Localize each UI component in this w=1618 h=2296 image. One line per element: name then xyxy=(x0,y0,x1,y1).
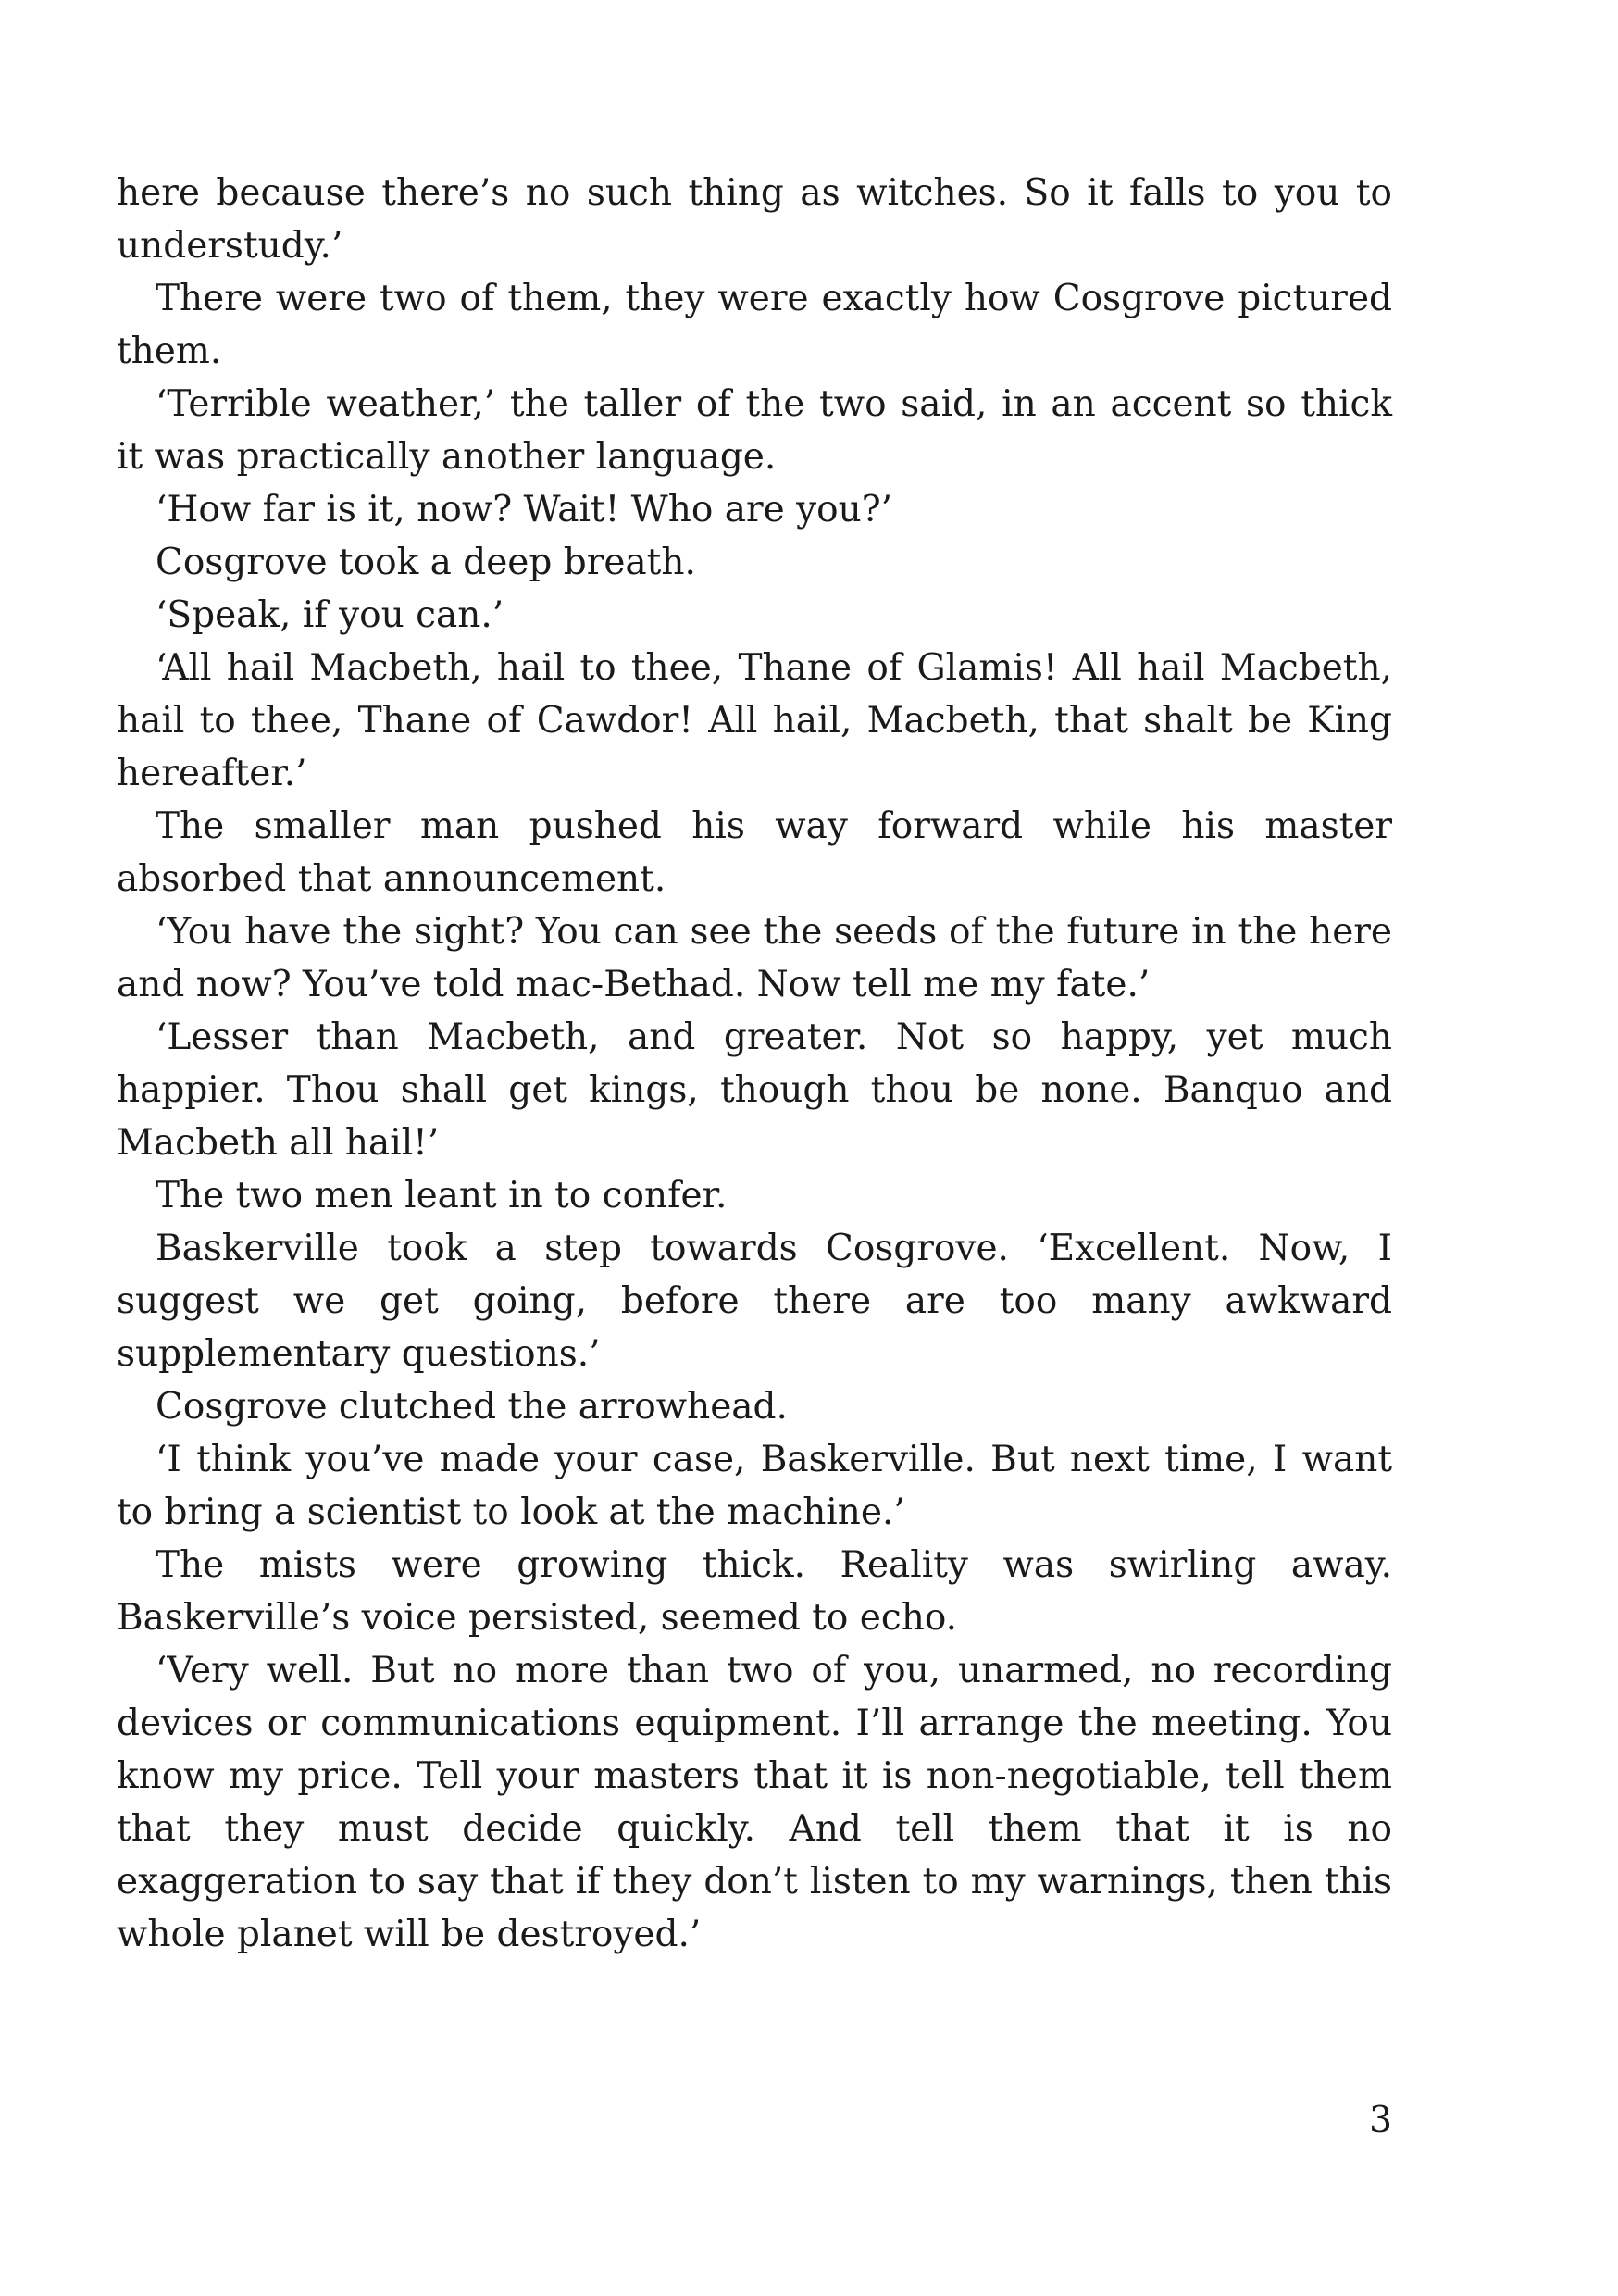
paragraph: The two men leant in to confer. xyxy=(156,1175,728,1217)
paragraph: ‘Lesser than Macbeth, and greater. Not so happy, yet much happier. Thou shall get kings, though thou be none. Banquo and Macbeth all hail!’ xyxy=(117,1017,1392,1164)
page-number: 3 xyxy=(1369,2100,1392,2141)
body-text xyxy=(117,167,1392,1961)
paragraph: Baskerville took a step towards Cosgrove. ‘Excellent. Now, I suggest we get going, before there are too many awkward supplementary questions.’ xyxy=(117,1228,1392,1375)
paragraph: Cosgrove took a deep breath. xyxy=(156,542,696,583)
paragraph: There were two of them, they were exactly how Cosgrove pictured them. xyxy=(117,278,1392,372)
paragraph: ‘I think you’ve made your case, Baskerville. But next time, I want to bring a scientist to look at the machine.’ xyxy=(117,1439,1392,1533)
paragraph: ‘You have the sight? You can see the seeds of the future in the here and now? You’ve told mac-Bethad. Now tell me my fate.’ xyxy=(117,911,1392,1005)
paragraph: here because there’s no such thing as witches. So it falls to you to understudy.’ xyxy=(117,172,1392,267)
paragraph: ‘Terrible weather,’ the taller of the two said, in an accent so thick it was practically another language. xyxy=(117,383,1392,478)
paragraph: Cosgrove clutched the arrowhead. xyxy=(156,1386,788,1428)
paragraph: ‘All hail Macbeth, hail to thee, Thane of Glamis! All hail Macbeth, hail to thee, Thane of Cawdor! All hail, Macbeth, that shalt be King hereafter.’ xyxy=(117,647,1392,794)
paragraph: ‘Very well. But no more than two of you, unarmed, no recording devices or communications equipment. I’ll arrange the meeting. You know my price. Tell your masters that it is non-negotiable, tell them that they must decide quickly. And tell them that it is no exaggeration to say that if they don’t listen to my warnings, then this whole planet will be destroyed.’ xyxy=(117,1650,1392,1955)
paragraph: ‘How far is it, now? Wait! Who are you?’ xyxy=(156,489,893,530)
paragraph: The smaller man pushed his way forward while his master absorbed that announcement. xyxy=(117,805,1392,900)
paragraph: ‘Speak, if you can.’ xyxy=(156,594,504,636)
paragraph: The mists were growing thick. Reality was swirling away. Baskerville’s voice persisted, seemed to echo. xyxy=(117,1544,1392,1639)
